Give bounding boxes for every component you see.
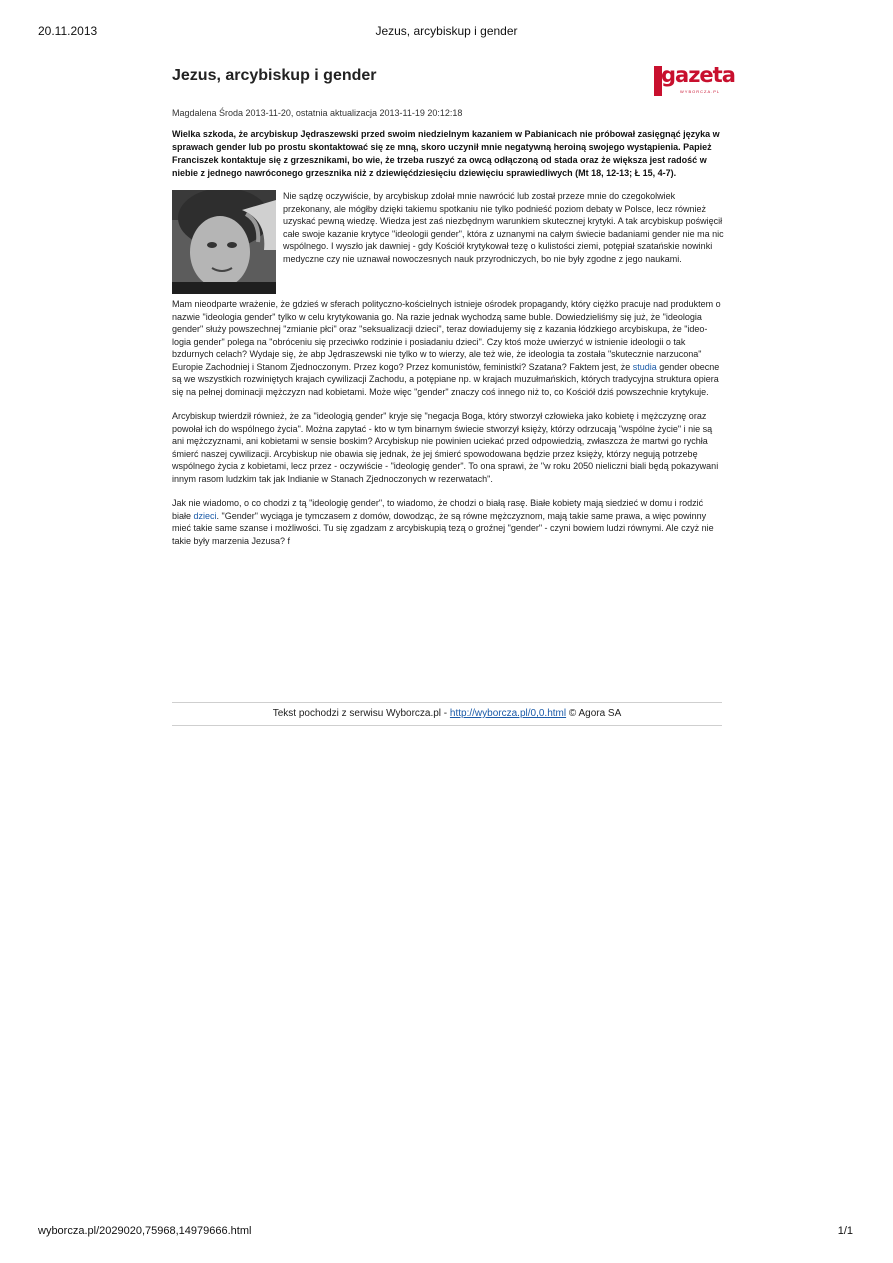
paragraph-2-text-a: Mam nieodparte wrażenie, że gdzieś w sferach polityczno-kościelnych istnieje ośrodek propagandy, który ciężko pracuje nad produktem o nazwie "ideologia gender" tylko w celu krytykowania go. Na razie jednak wychodzą same buble. Dowiedzieliśmy się już, że "ideologia gender" służy powszechnej "zmianie płci" oraz "seksualizacji dzieci", teraz dowiadujemy się z kazania łódzkiego arcybiskupa, że "ideo-logia gender" polega na "obróceniu się przeciwko rodzinie i posiadaniu dzieci". Czy ktoś może uwierzyć w istnienie ideologii o tak bzdurnych celach? Wydaje się, że abp Jędraszewski nie tylko w to wierzy, ale też wie, że ideologia ta została "skutecznie narzucona" Europie Zachodniej i Stanom Zjednoczonym. Przez kogo? Przez komunistów, feministki? Szatana? Faktem jest, że: [172, 299, 721, 372]
paragraph-1: Nie sądzę oczywiście, by arcybiskup zdołał mnie nawrócić lub został przeze mnie do czegokolwiek przekonany, ale mógłby dzięki takiemu spotkaniu nie tylko podnieść poziom debaty w Polsce, lecz również uzyskać pewną wiedzę. Wiedza jest zaś niezbędnym warunkiem skutecznej krytyki. A tak arcybiskup poświęcił całe swoje kazanie krytyce "ideologii gender", która z uznanymi na całym świecie badaniami gender nie ma nic wspólnego. I wyszło jak dawniej - gdy Kościół krytykował tezę o kulistości ziemi, potępiał szatańskie nowinki medyczne czy nie uznawał nowoczesnych nauk przyrodniczych, bo nie były zgodne z jego naukami.: [283, 191, 724, 264]
article-byline: Magdalena Środa 2013-11-20, ostatnia aktualizacja 2013-11-19 20:12:18: [172, 108, 463, 118]
author-photo: [172, 190, 276, 294]
paragraph-4-text-a: Jak nie wiadomo, o co chodzi z tą "ideologię gender", to wiadomo, że chodzi o białą rasę. Białe kobiety mają siedzieć w domu i rodzić białe: [172, 498, 704, 521]
source-link[interactable]: http://wyborcza.pl/0,0.html: [449, 708, 567, 719]
print-page-number: 1/1: [837, 1225, 853, 1237]
studia-link[interactable]: studia: [632, 361, 657, 372]
article-title: Jezus, arcybiskup i gender: [172, 67, 377, 84]
author-photo-image: [172, 190, 276, 294]
paragraph-4: [172, 497, 724, 547]
dzieci-link[interactable]: dzieci: [193, 510, 217, 521]
source-suffix: © Agora SA: [566, 708, 622, 719]
print-date: 20.11.2013: [38, 24, 98, 38]
article-lead: Wielka szkoda, że arcybiskup Jędraszewski przed swoim niedzielnym kazaniem w Pabianicach nie próbował zasięgnąć języka w sprawach gender lub po prostu skontaktować się ze mną, skoro uczynił mnie negatywną heroiną swojego wystąpienia. Papież Franciszek kontaktuje się z grzesznikami, bo wie, że trzeba ruszyć za owcą odłączoną od stada oraz że większa jest radość w niebie z jednego nawróconego grzesznika niż z dziewięćdziesięciu dziewięciu sprawiedliwych (Mt 18, 12-13; Ł 15, 4-7).: [172, 129, 720, 178]
logo-subtext: WYBORCZA.PL: [680, 89, 721, 94]
article: [172, 62, 735, 559]
article-header: [172, 62, 735, 108]
gazeta-logo[interactable]: [654, 63, 735, 96]
source-bar: [172, 702, 722, 726]
print-page-title: Jezus, arcybiskup i gender: [375, 24, 518, 38]
source-prefix: Tekst pochodzi z serwisu Wyborcza.pl -: [272, 708, 450, 719]
print-url: wyborcza.pl/2029020,75968,14979666.html: [38, 1225, 252, 1237]
paragraph-3: Arcybiskup twierdził również, że za "ideologią gender" kryje się "negacja Boga, który stworzył człowieka jako kobietę i mężczyznę oraz powołał ich do wspólnego życia". Można zapytać - kto w tym binarnym świecie stworzył księży, którzy odrzucają "wspólne życie" i nie są ani mężczyznami, ani kobietami w sensie boskim? Arcybiskup nie powinien uciekać przed odpowiedzią, zwłaszcza że martwi go rychła śmierć naszej cywilizacji. Arcybiskup nie obawia się jednak, że jej śmierć spowodowana będzie przez księży, którzy negują potrzebę wspólnego życia z kobietami, lecz przez - oczywiście - "ideologię gender". To ona sprawi, że "w roku 2050 nieliczni biali będą pokazywani innym rasom ludzkim tak jak Indianie w Stanach Zjednoczonych w rezerwatach".: [172, 411, 719, 484]
paragraph-4-text-b: . "Gender" wyciąga je tymczasem z domów, dowodząc, że są równe mężczyznom, mają takie same prawa, a więc powinny mieć takie same szanse i możliwości. Tu się zgadzam z arcybiskupią tezą o groźnej "gender" - czyni bowiem ludzi równymi. Ale czyż nie takie były marzenia Jezusa? f: [172, 510, 714, 546]
paragraph-2-text-b: gender obecne są we wszystkich rozwiniętych krajach cywilizacji Zachodu, a potępiane np. w krajach muzułmańskich, których tradycyjna struktura opiera się na pełnej dominacji mężczyzn nad kobietami. Może więc "gender" znaczy coś innego niż to, co Kościół dziś powszechnie krytykuje.: [172, 361, 720, 397]
logo-text: gazeta: [661, 63, 735, 87]
paragraph-2: [172, 298, 724, 398]
